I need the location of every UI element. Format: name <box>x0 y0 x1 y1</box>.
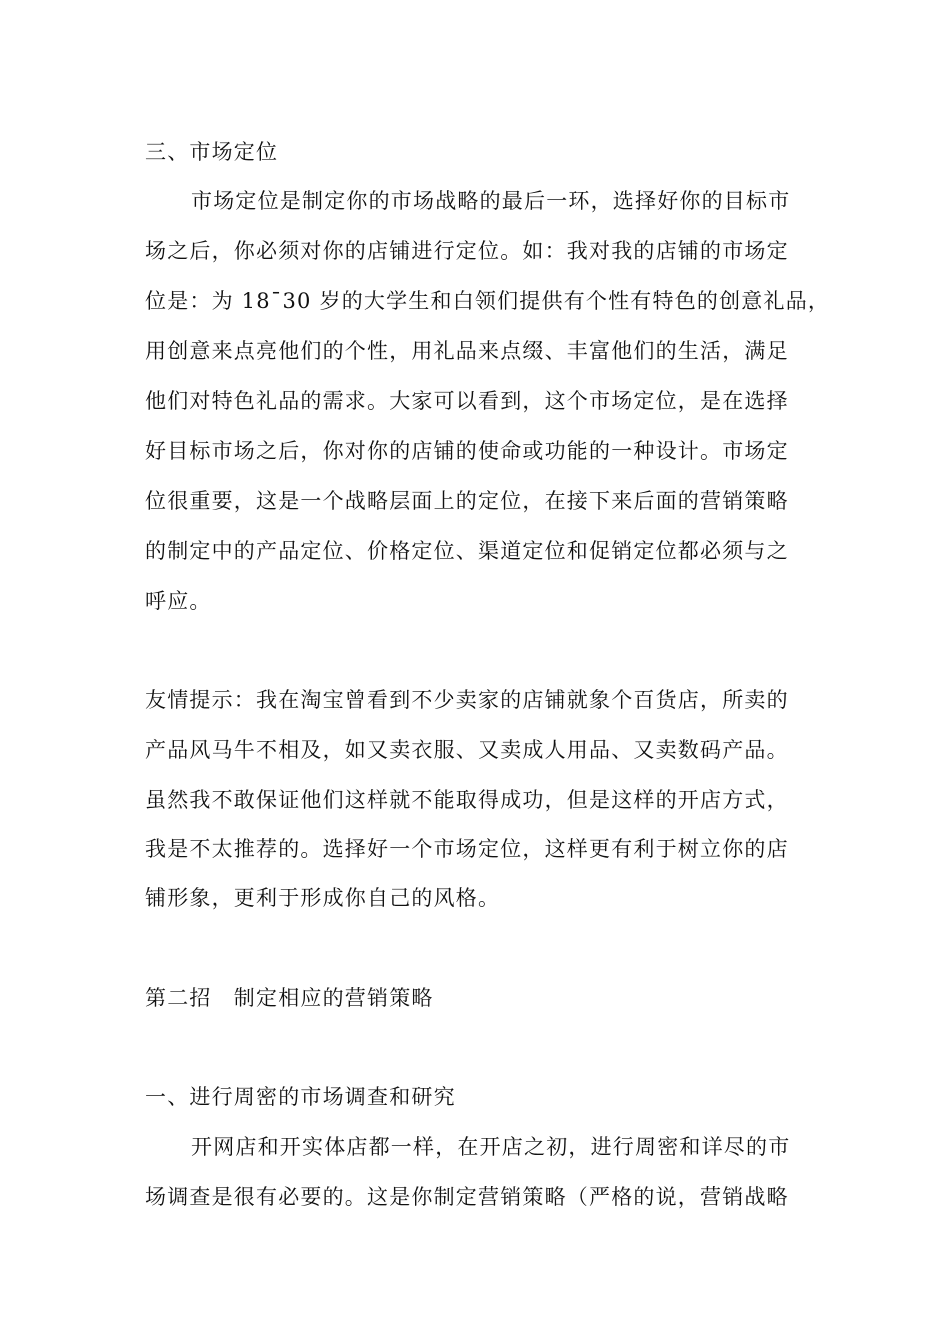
paragraph-line: 市场定位是制定你的市场战略的最后一环，选择好你的目标市 <box>191 189 791 213</box>
tip-line: 虽然我不敢保证他们这样就不能取得成功，但是这样的开店方式， <box>145 788 789 812</box>
section-heading-market-research: 一、进行周密的市场调查和研究 <box>145 1085 456 1109</box>
section-heading-market-positioning: 三、市场定位 <box>145 140 279 164</box>
paragraph-line: 用创意来点亮他们的个性，用礼品来点缀、丰富他们的生活，满足 <box>145 339 789 363</box>
paragraph-line: 他们对特色礼品的需求。大家可以看到，这个市场定位，是在选择 <box>145 389 789 413</box>
tip-line: 友情提示：我在淘宝曾看到不少卖家的店铺就象个百货店，所卖的 <box>145 688 789 712</box>
tip-line: 我是不太推荐的。选择好一个市场定位，这样更有利于树立你的店 <box>145 837 789 861</box>
paragraph-line: 场之后，你必须对你的店铺进行定位。如：我对我的店铺的市场定 <box>145 239 789 263</box>
paragraph-line: 好目标市场之后，你对你的店铺的使命或功能的一种设计。市场定 <box>145 439 789 463</box>
chapter-heading: 第二招 制定相应的营销策略 <box>145 986 434 1010</box>
paragraph-line: 位很重要，这是一个战略层面上的定位，在接下来后面的营销策略 <box>145 489 789 513</box>
paragraph-line: 场调查是很有必要的。这是你制定营销策略（严格的说，营销战略 <box>145 1185 789 1209</box>
paragraph-line: 的制定中的产品定位、价格定位、渠道定位和促销定位都必须与之 <box>145 539 789 563</box>
paragraph-line: 开网店和开实体店都一样，在开店之初，进行周密和详尽的市 <box>191 1135 791 1159</box>
tip-line: 铺形象，更利于形成你自己的风格。 <box>145 886 501 910</box>
tip-line: 产品风马牛不相及，如又卖衣服、又卖成人用品、又卖数码产品。 <box>145 738 789 762</box>
paragraph-line: 呼应。 <box>145 589 212 613</box>
paragraph-line: 位是：为 18¯30 岁的大学生和白领们提供有个性有特色的创意礼品， <box>145 289 831 313</box>
